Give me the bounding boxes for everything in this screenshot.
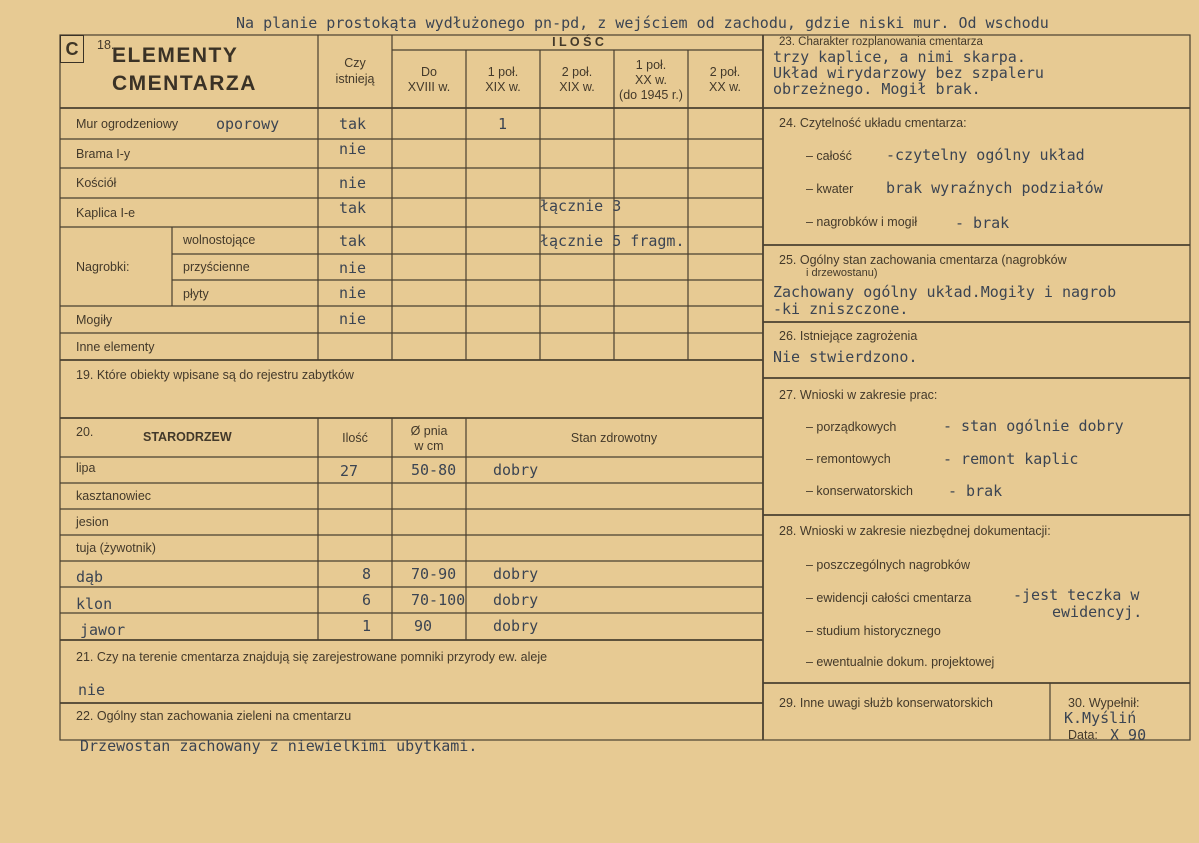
row-wall-label: Mur ogrodzeniowy bbox=[76, 117, 179, 131]
q19-label: 19. Które obiekty wpisane są do rejestru zabytków bbox=[76, 368, 354, 382]
q28-item2-value2: ewidencyj. bbox=[1052, 603, 1143, 621]
tree-row-1-name: lipa bbox=[76, 461, 96, 475]
top-note: Na planie prostokąta wydłużonego pn-pd, z wejściem od zachodu, gdzie niski mur. Od wschodu bbox=[236, 14, 1049, 32]
tree-row-5-count: 8 bbox=[362, 565, 372, 583]
q27-item1-value: - stan ogólnie dobry bbox=[943, 417, 1124, 435]
period-5-line2: XX w. bbox=[709, 80, 741, 94]
row-chapel-period3: łącznie 3 bbox=[540, 197, 622, 215]
row-wallmounted-label: przyścienne bbox=[183, 260, 250, 274]
tree-row-5-name: dąb bbox=[76, 568, 104, 586]
tree-row-7-health: dobry bbox=[493, 617, 539, 635]
period-1-line2: XVIII w. bbox=[407, 80, 451, 94]
period-3-line2: XIX w. bbox=[559, 80, 595, 94]
q26-answer: Nie stwierdzono. bbox=[773, 348, 918, 366]
trees-col-count: Ilość bbox=[342, 431, 368, 445]
q27-label: 27. Wnioski w zakresie prac: bbox=[779, 388, 938, 402]
tree-row-2-name: kasztanowiec bbox=[76, 489, 152, 503]
q25-line1: Zachowany ogólny układ.Mogiły i nagrob bbox=[773, 283, 1117, 301]
tree-row-7-diam: 90 bbox=[414, 617, 433, 635]
q30-name: K.Myśliń bbox=[1064, 709, 1137, 727]
row-graves-exists: nie bbox=[339, 310, 367, 328]
row-gate-label: Brama I-y bbox=[76, 147, 131, 161]
q28-item2-value: -jest teczka w bbox=[1013, 586, 1140, 604]
q25-label-line2: i drzewostanu) bbox=[806, 267, 878, 279]
row-freestanding-label: wolnostojące bbox=[183, 233, 256, 247]
q23-line3: obrzeżnego. Mogił brak. bbox=[773, 80, 981, 98]
period-3-line1: 2 poł. bbox=[561, 65, 593, 79]
q24-label: 24. Czytelność układu cmentarza: bbox=[779, 116, 967, 130]
row-chapel-label: Kaplica I-e bbox=[76, 206, 136, 220]
q23-label: 23. Charakter rozplanowania cmentarza bbox=[779, 36, 983, 48]
q28-item2-label: – ewidencji całości cmentarza bbox=[806, 591, 972, 605]
tree-row-1-health: dobry bbox=[493, 461, 539, 479]
col-exists-line1: Czy bbox=[344, 56, 366, 70]
row-freestanding-exists: tak bbox=[339, 232, 367, 250]
tree-row-5-diam: 70-90 bbox=[411, 565, 457, 583]
row-freestanding-period3: łącznie 5 fragm. bbox=[540, 232, 685, 250]
trees-col-diam-line1: Ø pnia bbox=[410, 424, 448, 438]
row-church-exists: nie bbox=[339, 174, 367, 192]
tree-row-7-count: 1 bbox=[362, 617, 372, 635]
q30-label: 30. Wypełnił: bbox=[1068, 696, 1140, 710]
trees-col-health: Stan zdrowotny bbox=[570, 431, 658, 445]
q23-line2: Układ wirydarzowy bez szpaleru bbox=[773, 64, 1044, 82]
q22-answer: Drzewostan zachowany z niewielkimi ubytkami. bbox=[80, 737, 478, 755]
period-2-line1: 1 poł. bbox=[487, 65, 519, 79]
period-4-line2: XX w. bbox=[635, 73, 667, 87]
trees-number: 20. bbox=[76, 425, 94, 439]
period-2-line2: XIX w. bbox=[485, 80, 521, 94]
q24-item2-label: – kwater bbox=[806, 182, 854, 196]
row-graves-label: Mogiły bbox=[76, 313, 113, 327]
q29-label: 29. Inne uwagi służb konserwatorskich bbox=[779, 696, 994, 710]
q21-answer: nie bbox=[78, 681, 106, 699]
q28-item3-label: – studium historycznego bbox=[806, 624, 941, 638]
tree-row-4-name: tuja (żywotnik) bbox=[76, 541, 156, 555]
q27-item2-value: - remont kaplic bbox=[943, 450, 1079, 468]
q24-item1-label: – całość bbox=[806, 149, 852, 163]
q24-item2-value: brak wyraźnych podziałów bbox=[886, 179, 1103, 197]
q28-item4-label: – ewentualnie dokum. projektowej bbox=[806, 655, 995, 669]
col-exists-line2: istnieją bbox=[335, 72, 375, 86]
row-slabs-exists: nie bbox=[339, 284, 367, 302]
tree-row-1-diam: 50-80 bbox=[411, 461, 457, 479]
period-5-line1: 2 poł. bbox=[709, 65, 741, 79]
section-18-title-line1: ELEMENTY bbox=[112, 44, 239, 67]
row-church-label: Kościół bbox=[76, 176, 117, 190]
q25-label-line1: 25. Ogólny stan zachowania cmentarza (nagrobków bbox=[779, 253, 1067, 267]
trees-title: STARODRZEW bbox=[143, 430, 232, 444]
q30-date: X 90 bbox=[1110, 726, 1147, 744]
tree-row-7-name: jawor bbox=[80, 621, 126, 639]
q22-label: 22. Ogólny stan zachowania zieleni na cmentarzu bbox=[76, 709, 352, 723]
period-4-line3: (do 1945 r.) bbox=[619, 88, 683, 102]
period-4-line1: 1 poł. bbox=[635, 58, 667, 72]
q26-label: 26. Istniejące zagrożenia bbox=[779, 329, 918, 343]
tree-row-1-count: 27 bbox=[340, 462, 359, 480]
row-wall-period2: 1 bbox=[498, 115, 508, 133]
tree-row-6-health: dobry bbox=[493, 591, 539, 609]
tree-row-6-count: 6 bbox=[362, 591, 372, 609]
q24-item3-value: - brak bbox=[955, 214, 1010, 232]
q30-date-label: Data: bbox=[1068, 728, 1098, 742]
q24-item1-value: -czytelny ogólny układ bbox=[886, 146, 1085, 164]
tree-row-6-name: klon bbox=[76, 595, 113, 613]
tree-row-5-health: dobry bbox=[493, 565, 539, 583]
ilosc-header: I L O Ś C bbox=[552, 35, 604, 49]
q27-item1-label: – porządkowych bbox=[806, 420, 897, 434]
q25-line2: -ki zniszczone. bbox=[773, 300, 909, 318]
row-slabs-label: płyty bbox=[183, 287, 209, 301]
q28-item1-label: – poszczególnych nagrobków bbox=[806, 558, 970, 572]
period-1-line1: Do bbox=[421, 65, 437, 79]
nagrobki-label: Nagrobki: bbox=[76, 260, 130, 274]
row-gate-exists: nie bbox=[339, 140, 367, 158]
row-wall-note: oporowy bbox=[216, 115, 280, 133]
q23-line1: trzy kaplice, a nimi skarpa. bbox=[773, 48, 1026, 66]
q27-item2-label: – remontowych bbox=[806, 452, 891, 466]
row-wall-exists: tak bbox=[339, 115, 367, 133]
q21-label: 21. Czy na terenie cmentarza znajdują się zarejestrowane pomniki przyrody ew. aleje bbox=[76, 650, 548, 664]
tree-row-6-diam: 70-100 bbox=[411, 591, 466, 609]
section-18-title-line2: CMENTARZA bbox=[112, 72, 257, 95]
trees-col-diam-line2: w cm bbox=[414, 439, 444, 453]
row-wallmounted-exists: nie bbox=[339, 259, 367, 277]
section-18-number: 18. bbox=[97, 38, 115, 52]
section-letter-box: C bbox=[60, 35, 84, 63]
row-other-label: Inne elementy bbox=[76, 340, 155, 354]
tree-row-3-name: jesion bbox=[76, 515, 109, 529]
q24-item3-label: – nagrobków i mogił bbox=[806, 215, 918, 229]
q27-item3-value: - brak bbox=[948, 482, 1003, 500]
q27-item3-label: – konserwatorskich bbox=[806, 484, 913, 498]
q28-label: 28. Wnioski w zakresie niezbędnej dokumentacji: bbox=[779, 524, 1051, 538]
row-chapel-exists: tak bbox=[339, 199, 367, 217]
